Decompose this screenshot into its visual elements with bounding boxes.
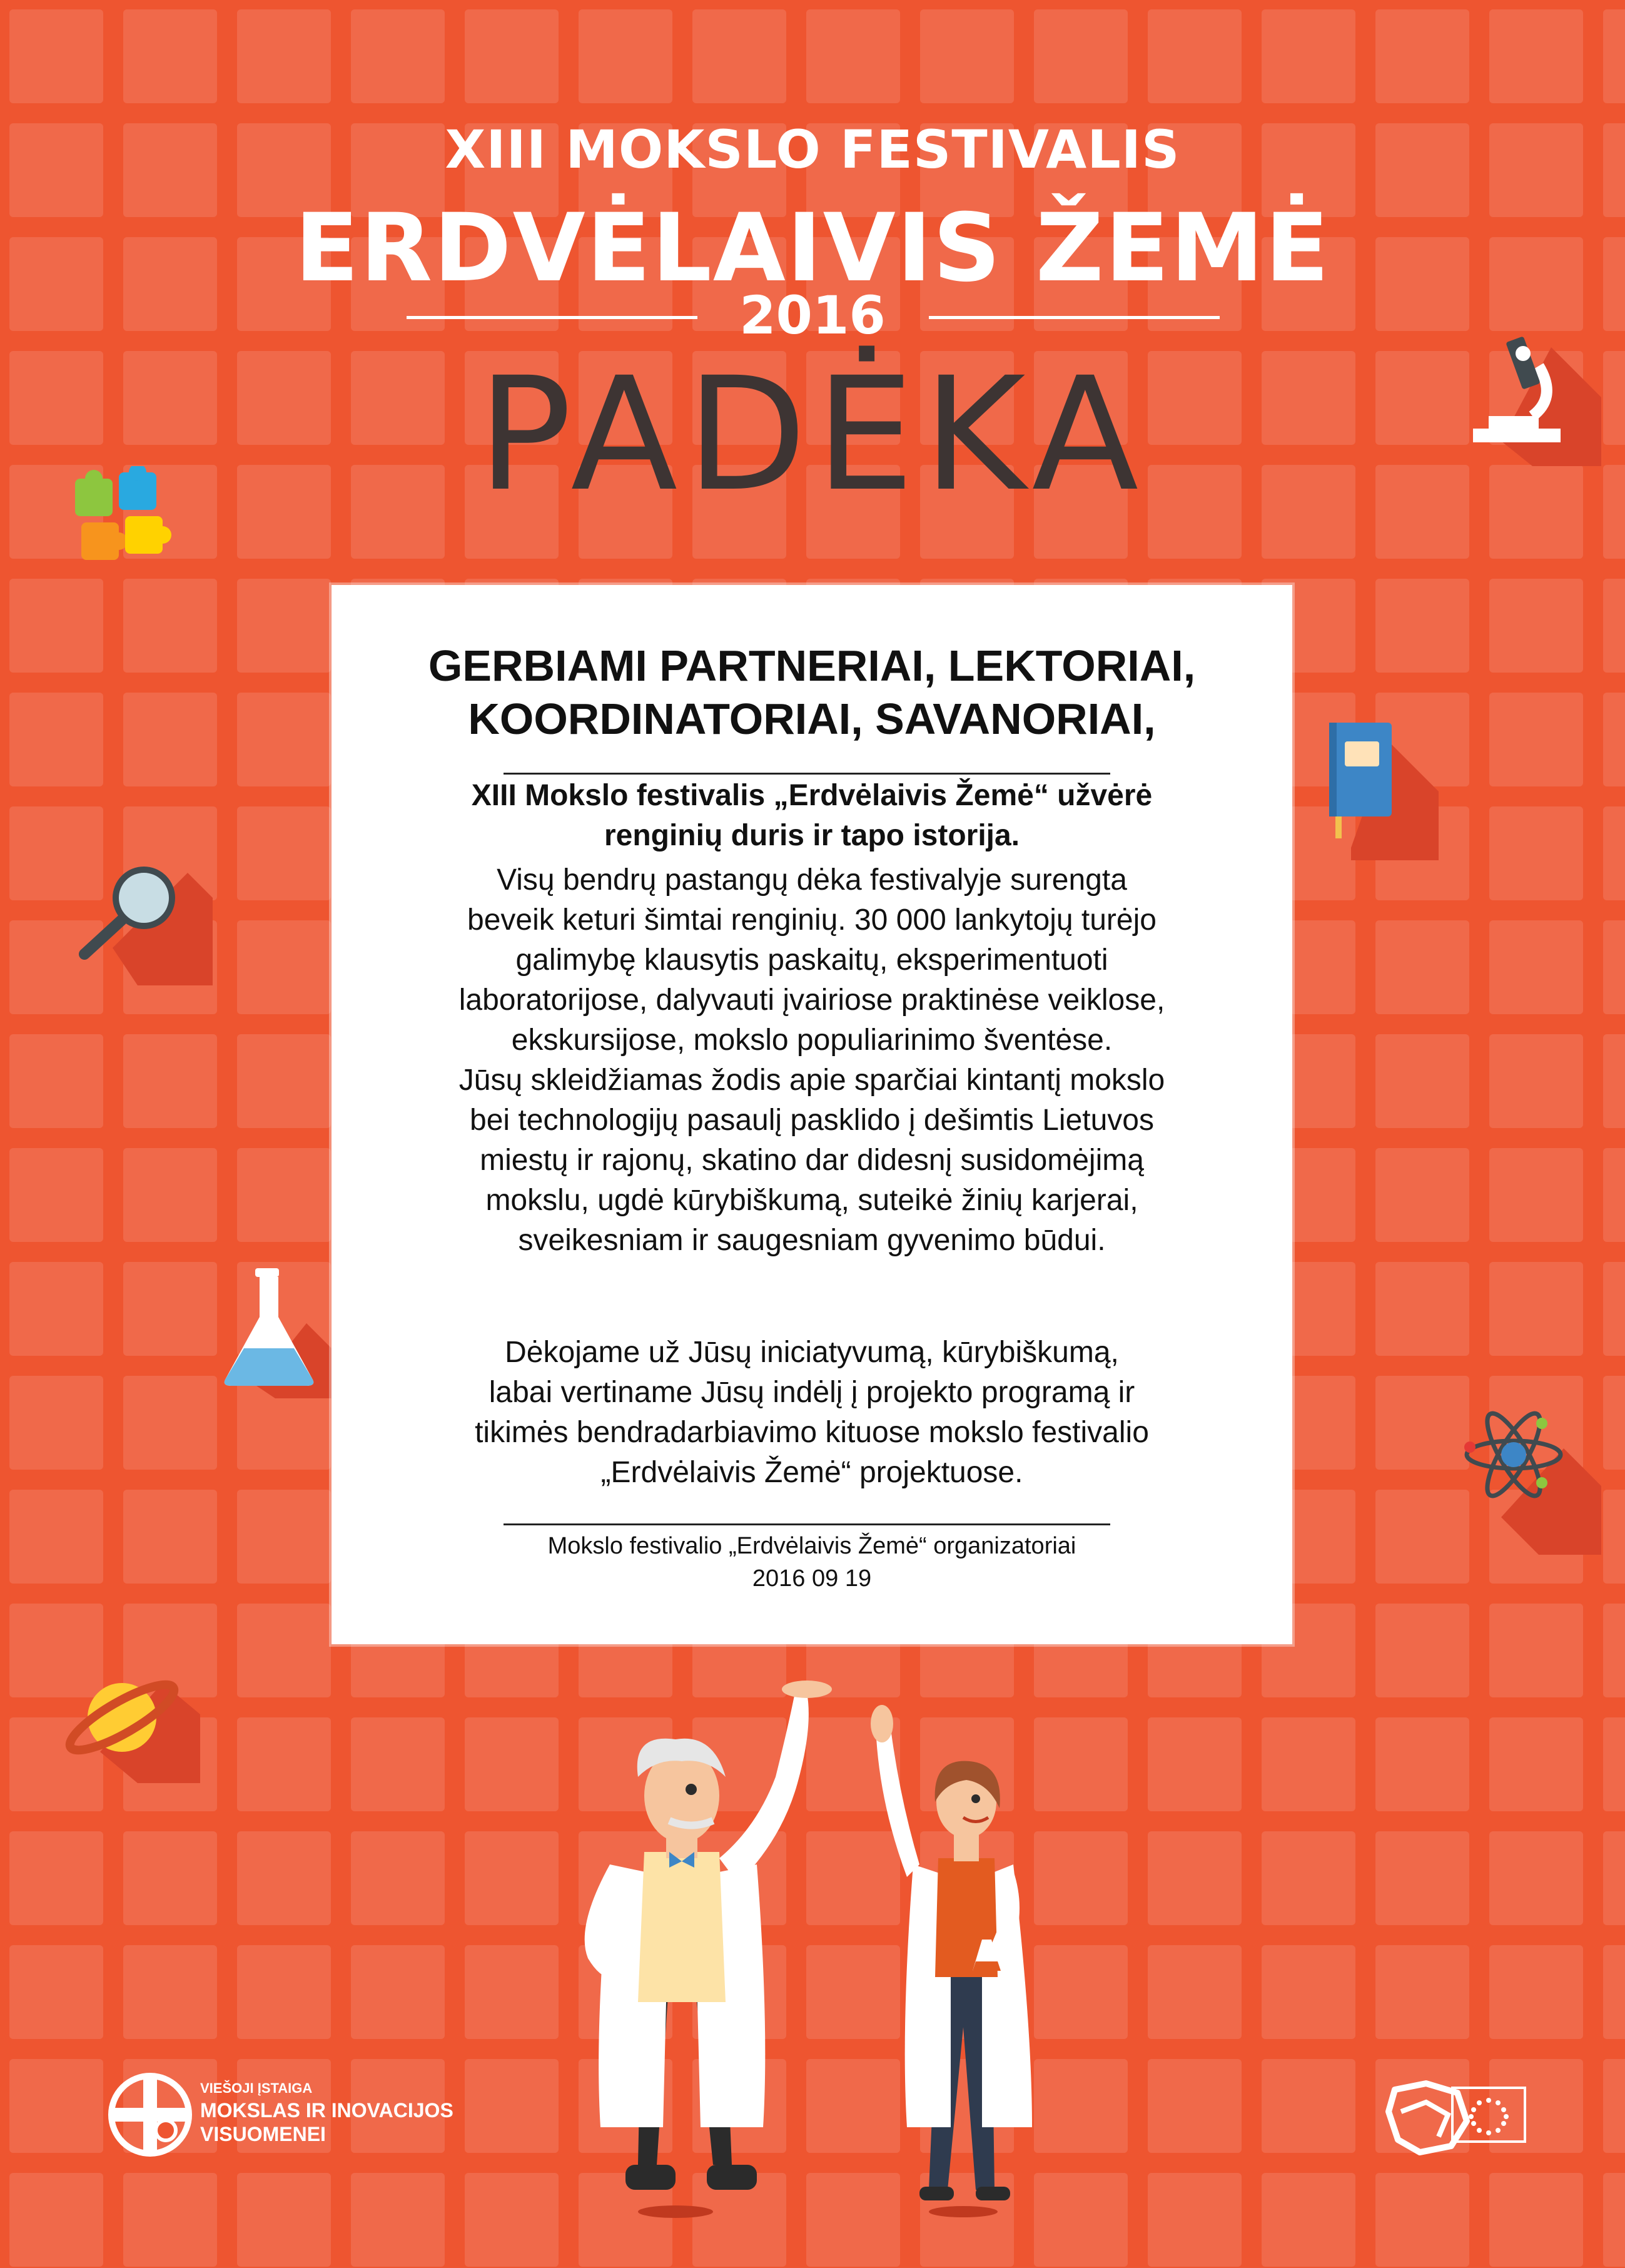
female-scientist-figure xyxy=(871,1705,1032,2217)
body-line: ekskursijose, mokslo populiarinimo šventėse. xyxy=(511,1024,1113,1057)
logo-org-type: VIEŠOJI ĮSTAIGA xyxy=(200,2080,313,2096)
magnifier-icon xyxy=(75,860,213,985)
background-tile xyxy=(237,806,331,900)
background-tile xyxy=(1375,1376,1469,1470)
background-tile xyxy=(1148,2059,1242,2153)
body-line: Visų bendrų pastangų dėka festivalyje surengta xyxy=(497,863,1127,897)
greeting-line: GERBIAMI PARTNERIAI, LEKTORIAI, xyxy=(428,641,1196,690)
background-tile xyxy=(465,2059,559,2153)
eu-flag-icon xyxy=(1451,2087,1526,2143)
background-tile xyxy=(1603,920,1625,1014)
background-tile xyxy=(1262,2059,1355,2153)
puzzle-icon xyxy=(69,466,181,572)
background-tile xyxy=(465,9,559,103)
background-tile xyxy=(1489,1148,1583,1242)
background-tile xyxy=(1262,1717,1355,1811)
background-tile xyxy=(1489,920,1583,1014)
background-tile xyxy=(1375,1604,1469,1697)
closing-line: labai vertiname Jūsų indėlį į projekto programą ir xyxy=(489,1376,1135,1409)
signature-date: 2016 09 19 xyxy=(752,1565,872,1592)
closing-line: „Erdvėlaivis Žemė“ projektuose. xyxy=(600,1456,1023,1489)
background-tile xyxy=(9,1376,103,1470)
background-tile xyxy=(9,1148,103,1242)
background-tile xyxy=(1489,1604,1583,1697)
background-tile xyxy=(123,693,217,786)
intro-line: renginių duris ir tapo istorija. xyxy=(604,819,1020,852)
certificate-title: PADĖKA xyxy=(477,343,1148,526)
background-tile xyxy=(351,1831,445,1925)
background-tile xyxy=(9,1831,103,1925)
greeting xyxy=(332,639,1292,746)
background-tile xyxy=(237,9,331,103)
background-tile xyxy=(237,1945,331,2039)
background-tile xyxy=(1034,9,1128,103)
background-tile xyxy=(1375,579,1469,673)
background-tile xyxy=(351,1945,445,2039)
body-line: mokslu, ugdė kūrybiškumą, suteikė žinių karjerai, xyxy=(485,1184,1138,1217)
body-line: Jūsų skleidžiamas žodis apie sparčiai kintantį mokslo xyxy=(458,1064,1165,1097)
background-tile xyxy=(237,1717,331,1811)
background-tile xyxy=(1148,1831,1242,1925)
background-tile xyxy=(123,579,217,673)
signature xyxy=(332,1530,1292,1595)
background-tile xyxy=(351,2173,445,2267)
background-tile xyxy=(806,9,900,103)
background-tile xyxy=(9,1945,103,2039)
background-tile xyxy=(1489,9,1583,103)
mokslas-logo-icon xyxy=(106,2071,194,2159)
background-tile xyxy=(1603,1490,1625,1584)
background-tile xyxy=(1489,693,1583,786)
planet-icon xyxy=(63,1658,200,1783)
background-tile xyxy=(579,9,672,103)
body-line: miestų ir rajonų, skatino dar didesnį susidomėjimą xyxy=(480,1144,1144,1177)
background-tile xyxy=(1375,1034,1469,1128)
background-tile xyxy=(1603,1945,1625,2039)
letter-card xyxy=(332,585,1292,1644)
background-tile xyxy=(1603,693,1625,786)
background-tile xyxy=(351,1717,445,1811)
festival-edition-heading: XIII MOKSLO FESTIVALIS xyxy=(445,119,1180,180)
male-scientist-figure xyxy=(585,1681,832,2218)
background-tile xyxy=(1148,1945,1242,2039)
background-tile xyxy=(1603,2173,1625,2267)
background-tile xyxy=(1262,1945,1355,2039)
divider-top xyxy=(504,773,1110,775)
atom-icon xyxy=(1457,1411,1601,1555)
background-tile xyxy=(1603,1831,1625,1925)
background-tile xyxy=(1489,806,1583,900)
intro-line: XIII Mokslo festivalis „Erdvėlaivis Žemė“ užvėrė xyxy=(471,779,1153,812)
background-tile xyxy=(123,1148,217,1242)
background-tile xyxy=(123,1945,217,2039)
background-tile xyxy=(1489,2173,1583,2267)
background-tile xyxy=(1489,1831,1583,1925)
background-tile xyxy=(1489,579,1583,673)
book-icon xyxy=(1326,723,1439,860)
background-tile xyxy=(237,2173,331,2267)
background-tile xyxy=(123,1490,217,1584)
background-tile xyxy=(1375,9,1469,103)
greeting-line: KOORDINATORIAI, SAVANORIAI, xyxy=(468,694,1156,743)
background-tile xyxy=(1603,579,1625,673)
background-tile xyxy=(237,1034,331,1128)
background-tile xyxy=(123,1831,217,1925)
background-tile xyxy=(237,1604,331,1697)
background-tile xyxy=(9,693,103,786)
background-tile xyxy=(1603,1148,1625,1242)
background-tile xyxy=(237,1148,331,1242)
background-tile xyxy=(1375,1945,1469,2039)
background-tile xyxy=(237,920,331,1014)
letter-closing xyxy=(332,1333,1292,1493)
background-tile xyxy=(1489,1717,1583,1811)
background-tile xyxy=(1262,2173,1355,2267)
background-tile xyxy=(1603,2059,1625,2153)
letter-body xyxy=(332,860,1292,1261)
background-tile xyxy=(1375,2173,1469,2267)
logo-org-name-line1: MOKSLAS IR INOVACIJOS xyxy=(200,2099,453,2122)
flask-icon xyxy=(213,1261,350,1398)
background-tile xyxy=(9,9,103,103)
background-tile xyxy=(9,1490,103,1584)
background-tile xyxy=(237,693,331,786)
background-tile xyxy=(1375,1148,1469,1242)
body-line: beveik keturi šimtai renginių. 30 000 lankytojų turėjo xyxy=(467,903,1157,937)
body-line: galimybę klausytis paskaitų, eksperimentuoti xyxy=(515,943,1108,977)
background-tile xyxy=(465,1831,559,1925)
background-tile xyxy=(9,579,103,673)
background-tile xyxy=(351,9,445,103)
background-tile xyxy=(9,1262,103,1356)
closing-line: Dėkojame už Jūsų iniciatyvumą, kūrybiškumą, xyxy=(505,1336,1119,1369)
background-tile xyxy=(465,2173,559,2267)
background-tile xyxy=(1489,1034,1583,1128)
background-tile xyxy=(123,1376,217,1470)
background-tile xyxy=(1375,1262,1469,1356)
background-tile xyxy=(123,1262,217,1356)
background-tile xyxy=(465,1945,559,2039)
background-tile xyxy=(1148,9,1242,103)
background-tile xyxy=(920,9,1014,103)
scientists-illustration xyxy=(550,1677,1088,2221)
background-tile xyxy=(237,1831,331,1925)
background-tile xyxy=(1148,1717,1242,1811)
closing-line: tikimės bendradarbiavimo kituose mokslo festivalio xyxy=(475,1416,1149,1449)
background-tile xyxy=(1489,1945,1583,2039)
background-tile xyxy=(1375,920,1469,1014)
background-tile xyxy=(1603,1034,1625,1128)
background-tile xyxy=(237,1490,331,1584)
body-line: laboratorijose, dalyvauti įvairiose praktinėse veiklose, xyxy=(458,984,1165,1017)
background-tile xyxy=(9,2059,103,2153)
microscope-icon xyxy=(1464,328,1601,466)
background-tile xyxy=(1603,9,1625,103)
background-tile xyxy=(1148,2173,1242,2267)
background-tile xyxy=(1375,1831,1469,1925)
divider-bottom xyxy=(504,1523,1110,1525)
background-tile xyxy=(9,2173,103,2267)
background-tile xyxy=(1603,1262,1625,1356)
background-tile xyxy=(1262,9,1355,103)
background-tile xyxy=(9,1034,103,1128)
body-line: sveikesniam ir saugesniam gyvenimo būdui. xyxy=(518,1224,1106,1257)
background-tile xyxy=(1603,1604,1625,1697)
background-tile xyxy=(1603,1376,1625,1470)
background-tile xyxy=(123,9,217,103)
festival-title: ERDVĖLAIVIS ŽEMĖ xyxy=(295,194,1330,303)
background-tile xyxy=(1262,1831,1355,1925)
logo-org-name-line2: VISUOMENEI xyxy=(200,2123,326,2145)
background-tile xyxy=(1375,1717,1469,1811)
background-tile xyxy=(1375,1490,1469,1584)
background-tile xyxy=(692,9,786,103)
background-tile xyxy=(465,1717,559,1811)
background-tile xyxy=(123,2173,217,2267)
intro xyxy=(332,776,1292,856)
background-tile xyxy=(123,1034,217,1128)
signature-line: Mokslo festivalio „Erdvėlaivis Žemė“ organizatoriai xyxy=(547,1533,1076,1559)
background-tile xyxy=(237,579,331,673)
festival-year: 2016 xyxy=(739,285,886,346)
background-tile xyxy=(1603,806,1625,900)
body-line: bei technologijų pasaulį pasklido į dešimtis Lietuvos xyxy=(470,1104,1154,1137)
background-tile xyxy=(1489,1262,1583,1356)
background-tile xyxy=(1603,1717,1625,1811)
